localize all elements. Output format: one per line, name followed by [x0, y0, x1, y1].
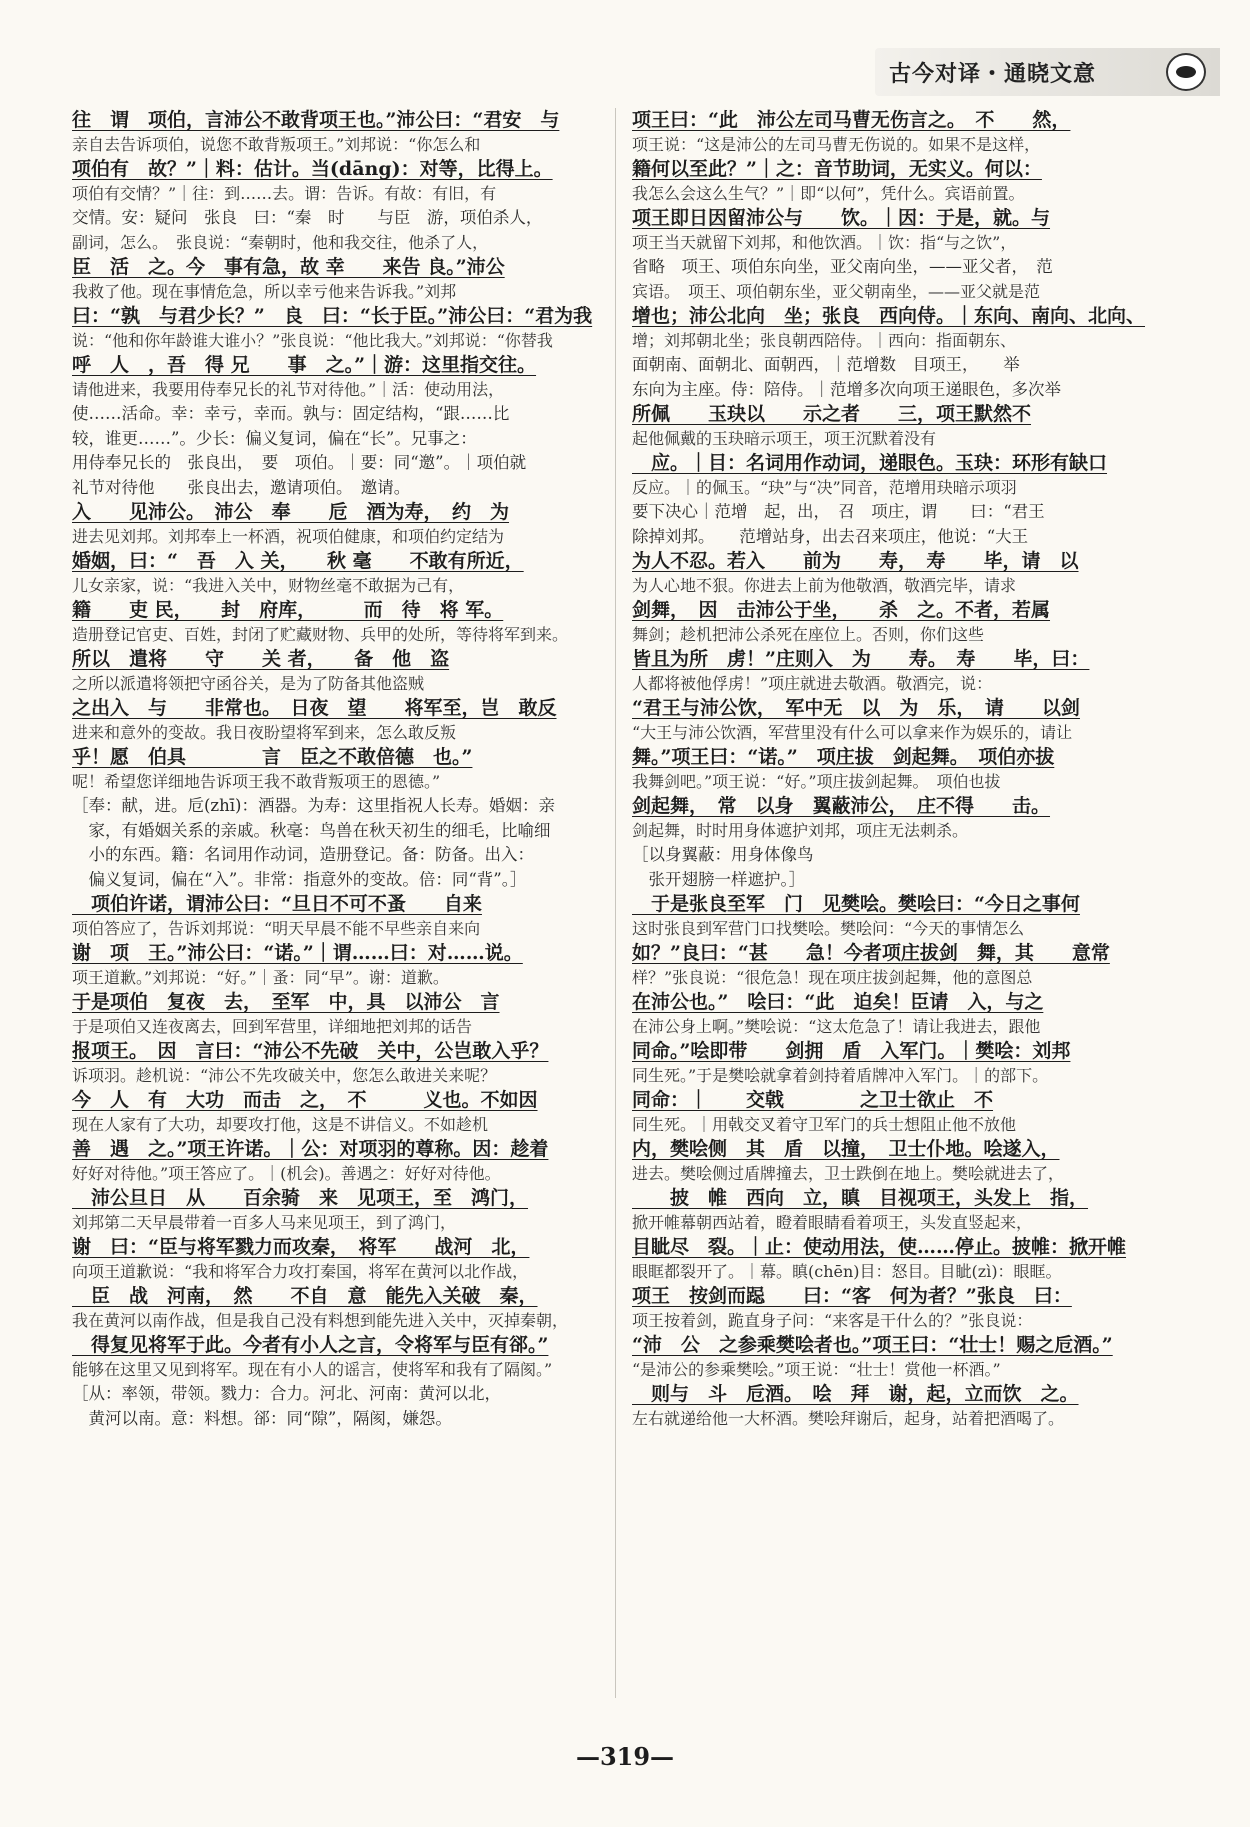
header-title: 古今对译・通晓文意	[889, 62, 1097, 87]
translation-line: 项伯有交情？”｜往：到……去。谓：告诉。有故：有旧，有	[72, 183, 497, 203]
annotation-line: 省略 项王、项伯东向坐，亚父南向坐，——亚父者， 范	[632, 257, 1053, 276]
original-text-line: 所以 遣将 守 关 者， 备 他 盗	[72, 648, 450, 670]
translation-line: 我怎么会这么生气？”｜即“以何”，凭什么。宾语前置。	[632, 183, 1025, 203]
original-text-line: 入 见沛公。 沛公 奉 卮 酒为寿， 约 为	[72, 501, 510, 523]
translation-line: 项王道歉。”刘邦说：“好。”｜蚤：同“早”。谢：道歉。	[72, 967, 449, 987]
original-text-line: 项王曰：“此 沛公左司马曹无伤言之。 不 然，	[632, 109, 1071, 131]
original-text-line: 善 遇 之。”项王许诺。｜公：对项羽的尊称。因：趁着	[72, 1138, 549, 1160]
translation-line: 亲自去告诉项伯，说您不敢背叛项王。”刘邦说：“你怎么和	[72, 134, 481, 154]
annotation-line: 张开翅膀一样遮护。］	[632, 869, 806, 889]
original-text-line: 今 人 有 大功 而击 之， 不 义也。不如因	[72, 1089, 538, 1111]
translation-line: 起他佩戴的玉玦暗示项王，项王沉默着没有	[632, 428, 937, 448]
page-number: —319—	[575, 1742, 675, 1771]
annotation-line: 黄河以南。意：料想。郤：同“隙”，隔阂，嫌怨。	[72, 1408, 452, 1428]
original-text-line: “君王与沛公饮， 军中无 以 为 乐， 请 以剑	[632, 697, 1080, 719]
translation-line: 我救了他。现在事情危急，所以幸亏他来告诉我。”刘邦	[72, 281, 457, 301]
original-text-line: 于是张良至军 门 见樊哙。樊哙曰：“今日之事何	[632, 893, 1080, 915]
annotation-line: ［从：率领，带领。戮力：合力。河北、河南：黄河以北，	[72, 1384, 501, 1403]
column-divider	[615, 108, 616, 1698]
original-text-line: 剑舞， 因 击沛公于坐， 杀 之。不者，若属	[632, 599, 1051, 621]
annotation-line: ［以身翼蔽：用身体像鸟	[632, 845, 814, 864]
translation-line: 之所以派遣将领把守函谷关，是为了防备其他盗贼	[72, 673, 425, 693]
original-text-line: 同命：｜ 交戟 之卫士欲止 不	[632, 1089, 994, 1111]
annotation-line: 要下决心｜范增 起，出， 召 项庄，谓 曰：“君王	[632, 502, 1045, 521]
original-text-line: 同命。”哙即带 剑拥 盾 入军门。｜樊哙：刘邦	[632, 1040, 1071, 1062]
translation-line: 进去见刘邦。刘邦奉上一杯酒，祝项伯健康，和项伯约定结为	[72, 526, 505, 546]
translation-line: 人都将被他俘虏！”项庄就进去敬酒。敬酒完，说：	[632, 673, 993, 693]
annotation-line: 偏义复词，偏在“入”。非常：指意外的变故。倍：同“背”。］	[72, 869, 527, 889]
original-text-line: 项王即日因留沛公与 饮。｜因：于是，就。与	[632, 207, 1051, 229]
translation-line: 好好对待他。”项王答应了。｜(机会)。善遇之：好好对待他。	[72, 1163, 501, 1183]
original-text-line: 所佩 玉玦以 示之者 三，项王默然不	[632, 403, 1032, 425]
translation-line: 进去。樊哙侧过盾牌撞去，卫士跌倒在地上。樊哙就进去了，	[632, 1163, 1065, 1183]
original-text-line: 应。｜目：名词用作动词，递眼色。玉玦：环形有缺口	[632, 452, 1108, 474]
translation-line: 副词，怎么。 张良说：“秦朝时，他和我交往，他杀了人，	[72, 232, 489, 252]
translation-line: 我在黄河以南作战，但是我自己没有料想到能先进入关中，灭掉秦朝，	[72, 1310, 569, 1330]
translation-line: 掀开帷幕朝西站着，瞪着眼睛看着项王，头发直竖起来，	[632, 1212, 1033, 1232]
annotation-line: 较，谁更……”。少长：偏义复词，偏在“长”。兄事之：	[72, 428, 477, 448]
right-column	[632, 108, 1177, 1698]
translation-line: 项王说：“这是沛公的左司马曹无伤说的。如果不是这样，	[632, 134, 1041, 154]
original-text-line: 婚姻，曰：“ 吾 入 关， 秋 毫 不敢有所近，	[72, 550, 524, 572]
translation-line: 舞剑；趁机把沛公杀死在座位上。否则，你们这些	[632, 624, 985, 644]
translation-line: 刘邦第二天早晨带着一百多人马来见项王，到了鸿门，	[72, 1212, 457, 1232]
annotation-line: 礼节对待他 张良出去，邀请项伯。 邀请。	[72, 477, 411, 497]
annotation-line: 面朝南、面朝北、面朝西，｜范增数 目项王， 举	[632, 355, 1020, 374]
translation-line: 剑起舞，时时用身体遮护刘邦，项庄无法刺杀。	[632, 820, 969, 840]
original-text-line: 项伯有 故？”｜料：估计。当(dāng)：对等，比得上。	[72, 158, 553, 180]
original-text-line: 皆且为所 虏！”庄则入 为 寿。 寿 毕，曰：	[632, 648, 1090, 670]
original-text-line: 谢 项 王。”沛公曰：“诺。”｜谓……曰：对……说。	[72, 942, 523, 964]
translation-line: 反应。｜的佩玉。“玦”与“决”同音，范增用玦暗示项羽	[632, 477, 1017, 497]
original-text-line: 在沛公也。” 哙曰：“此 迫矣！臣请 入，与之	[632, 991, 1044, 1013]
original-text-line: 项王 按剑而跽 曰：“客 何为者？”张良 曰：	[632, 1285, 1072, 1307]
translation-line: 能够在这里又见到将军。现在有小人的谣言，使将军和我有了隔阂。”	[72, 1359, 553, 1379]
original-text-line: 得复见将军于此。今者有小人之言，令将军与臣有郤。”	[72, 1334, 549, 1356]
original-text-line: 往 谓 项伯，言沛公不敢背项王也。”沛公曰：“君安 与	[72, 109, 560, 131]
original-text-line: 舞。”项王曰：“诺。” 项庄拔 剑起舞。 项伯亦拔	[632, 746, 1055, 768]
original-text-line: 报项王。 因 言曰：“沛公不先破 关中，公岂敢入乎？	[72, 1040, 549, 1062]
translation-line: 宾语。 项王、项伯朝东坐，亚父朝南坐，——亚父就是范	[632, 281, 1041, 301]
left-column	[72, 108, 617, 1698]
translation-line: 说：“他和你年龄谁大谁小？”张良说：“他比我大。”刘邦说：“你替我	[72, 330, 553, 350]
translation-line: 现在人家有了大功，却要攻打他，这是不讲信义。不如趁机	[72, 1114, 489, 1134]
translation-line: 请他进来，我要用侍奉兄长的礼节对待他。”｜活：使动用法，	[72, 379, 505, 399]
original-text-line: 臣 战 河南， 然 不自 意 能先入关破 秦，	[72, 1285, 538, 1307]
original-text-line: 谢 曰：“臣与将军戮力而攻秦， 将军 战河 北，	[72, 1236, 530, 1258]
original-text-line: 如？”良曰：“甚 急！今者项庄拔剑 舞，其 意常	[632, 942, 1110, 964]
original-text-line: 籍何以至此？”｜之：音节助词，无实义。何以：	[632, 158, 1042, 180]
annotation-line: 用侍奉兄长的 张良出， 要 项伯。｜要：同“邀”。｜项伯就	[72, 453, 527, 472]
original-text-line: 曰：“孰 与君少长？” 良 曰：“长于臣。”沛公曰：“君为我	[72, 305, 593, 327]
translation-line: 增；刘邦朝北坐；张良朝西陪侍。｜西向：指面朝东、	[632, 330, 1017, 350]
annotation-line: 使……活命。幸：幸亏，幸而。孰与：固定结构，“跟……比	[72, 404, 510, 423]
translation-line: 呢！希望您详细地告诉项王我不敢背叛项王的恩德。”	[72, 771, 441, 791]
translation-line: 为人心地不狠。你进去上前为他敬酒，敬酒完毕，请求	[632, 575, 1017, 595]
original-text-line: 增也；沛公北向 坐；张良 西向侍。｜东向、南向、北向、	[632, 305, 1146, 327]
original-text-line: 籍 吏 民， 封 府库， 而 待 将 军。	[72, 599, 504, 621]
original-text-line: 内，樊哙侧 其 盾 以撞， 卫士仆地。哙遂入，	[632, 1138, 1060, 1160]
translation-line: 样？”张良说：“很危急！现在项庄拔剑起舞，他的意图总	[632, 967, 1033, 987]
translation-line: 造册登记官吏、百姓，封闭了贮藏财物、兵甲的处所，等待将军到来。	[72, 624, 569, 644]
original-text-line: 剑起舞， 常 以身 翼蔽沛公， 庄不得 击。	[632, 795, 1051, 817]
translation-line: “大王与沛公饮酒，军营里没有什么可以拿来作为娱乐的，请让	[632, 722, 1073, 742]
eye-logo-icon	[1166, 53, 1206, 91]
original-text-line: 目眦尽 裂。｜止：使动用法，使……停止。披帷：掀开帷	[632, 1236, 1127, 1258]
translation-line: 左右就递给他一大杯酒。樊哙拜谢后，起身，站着把酒喝了。	[632, 1408, 1065, 1428]
annotation-line: 小的东西。籍：名词用作动词，造册登记。备：防备。出入：	[72, 845, 534, 864]
original-text-line: “沛 公 之参乘樊哙者也。”项王曰：“壮士！赐之卮酒。”	[632, 1334, 1113, 1356]
page-header	[875, 48, 1220, 96]
translation-line: 进来和意外的变故。我日夜盼望将军到来，怎么敢反叛	[72, 722, 457, 742]
original-text-line: 臣 活 之。今 事有急，故 幸 来告 良。”沛公	[72, 256, 505, 278]
annotation-line: ［奉：献，进。卮(zhī)：酒器。为寿：这里指祝人长寿。婚姻：亲	[72, 796, 555, 815]
translation-line: 项王当天就留下刘邦，和他饮酒。｜饮：指“与之饮”，	[632, 232, 1017, 252]
original-text-line: 之出入 与 非常也。 日夜 望 将军至，岂 敢反	[72, 697, 557, 719]
annotation-line: 东向为主座。侍：陪侍。｜范增多次向项王递眼色，多次举	[632, 379, 1061, 399]
original-text-line: 则与 斗 卮酒。 哙 拜 谢，起，立而饮 之。	[632, 1383, 1079, 1405]
translation-line: 诉项羽。趁机说：“沛公不先攻破关中，您怎么敢进关来呢？	[72, 1065, 497, 1085]
translation-line: 儿女亲家，说：“我进入关中，财物丝毫不敢据为己有，	[72, 575, 465, 595]
original-text-line: 沛公旦日 从 百余骑 来 见项王，至 鸿门，	[72, 1187, 529, 1209]
translation-line: “是沛公的参乘樊哙。”项王说：“壮士！赏他一杯酒。”	[632, 1359, 1001, 1379]
translation-line: 向项王道歉说：“我和将军合力攻打秦国，将军在黄河以北作战，	[72, 1261, 529, 1281]
translation-line: 同生死。”于是樊哙就拿着剑持着盾牌冲入军门。｜的部下。	[632, 1065, 1049, 1085]
translation-line: 项伯答应了，告诉刘邦说：“明天早晨不能不早些亲自来向	[72, 918, 481, 938]
original-text-line: 乎！愿 伯具 言 臣之不敢倍德 也。”	[72, 746, 473, 768]
original-text-line: 于是项伯 复夜 去， 至军 中，具 以沛公 言	[72, 991, 500, 1013]
annotation-line: 家，有婚姻关系的亲戚。秋毫：鸟兽在秋天初生的细毛，比喻细	[72, 820, 551, 840]
original-text-line: 为人不忍。若入 前为 寿， 寿 毕，请 以	[632, 550, 1079, 572]
original-text-line: 项伯许诺，谓沛公曰：“旦日不可不蚤 自来	[72, 893, 482, 915]
translation-line: 同生死。｜用戟交叉着守卫军门的兵士想阻止他不放他	[632, 1114, 1017, 1134]
original-text-line: 呼 人 ，吾 得 兄 事 之。”｜游：这里指交往。	[72, 354, 537, 376]
translation-line: 这时张良到军营门口找樊哙。樊哙问：“今天的事情怎么	[632, 918, 1025, 938]
original-text-line: 披 帷 西向 立，瞋 目视项王，头发上 指，	[632, 1187, 1089, 1209]
translation-line: 在沛公身上啊。”樊哙说：“这太危急了！请让我进去，跟他	[632, 1016, 1041, 1036]
translation-line: 眼眶都裂开了。｜幕。瞋(chēn)目：怒目。目眦(zì)：眼眶。	[632, 1261, 1062, 1281]
translation-line: 于是项伯又连夜离去，回到军营里，详细地把刘邦的话告	[72, 1016, 473, 1036]
translation-line: 项王按着剑，跪直身子问：“来客是干什么的？”张良说：	[632, 1310, 1033, 1330]
annotation-line: 交情。安：疑问 张良 曰：“秦 时 与臣 游，项伯杀人，	[72, 208, 543, 227]
translation-line: 我舞剑吧。”项王说：“好。”项庄拔剑起舞。 项伯也拔	[632, 771, 1001, 791]
annotation-line: 除掉刘邦。 范增站身，出去召来项庄，他说：“大王	[632, 526, 1029, 546]
